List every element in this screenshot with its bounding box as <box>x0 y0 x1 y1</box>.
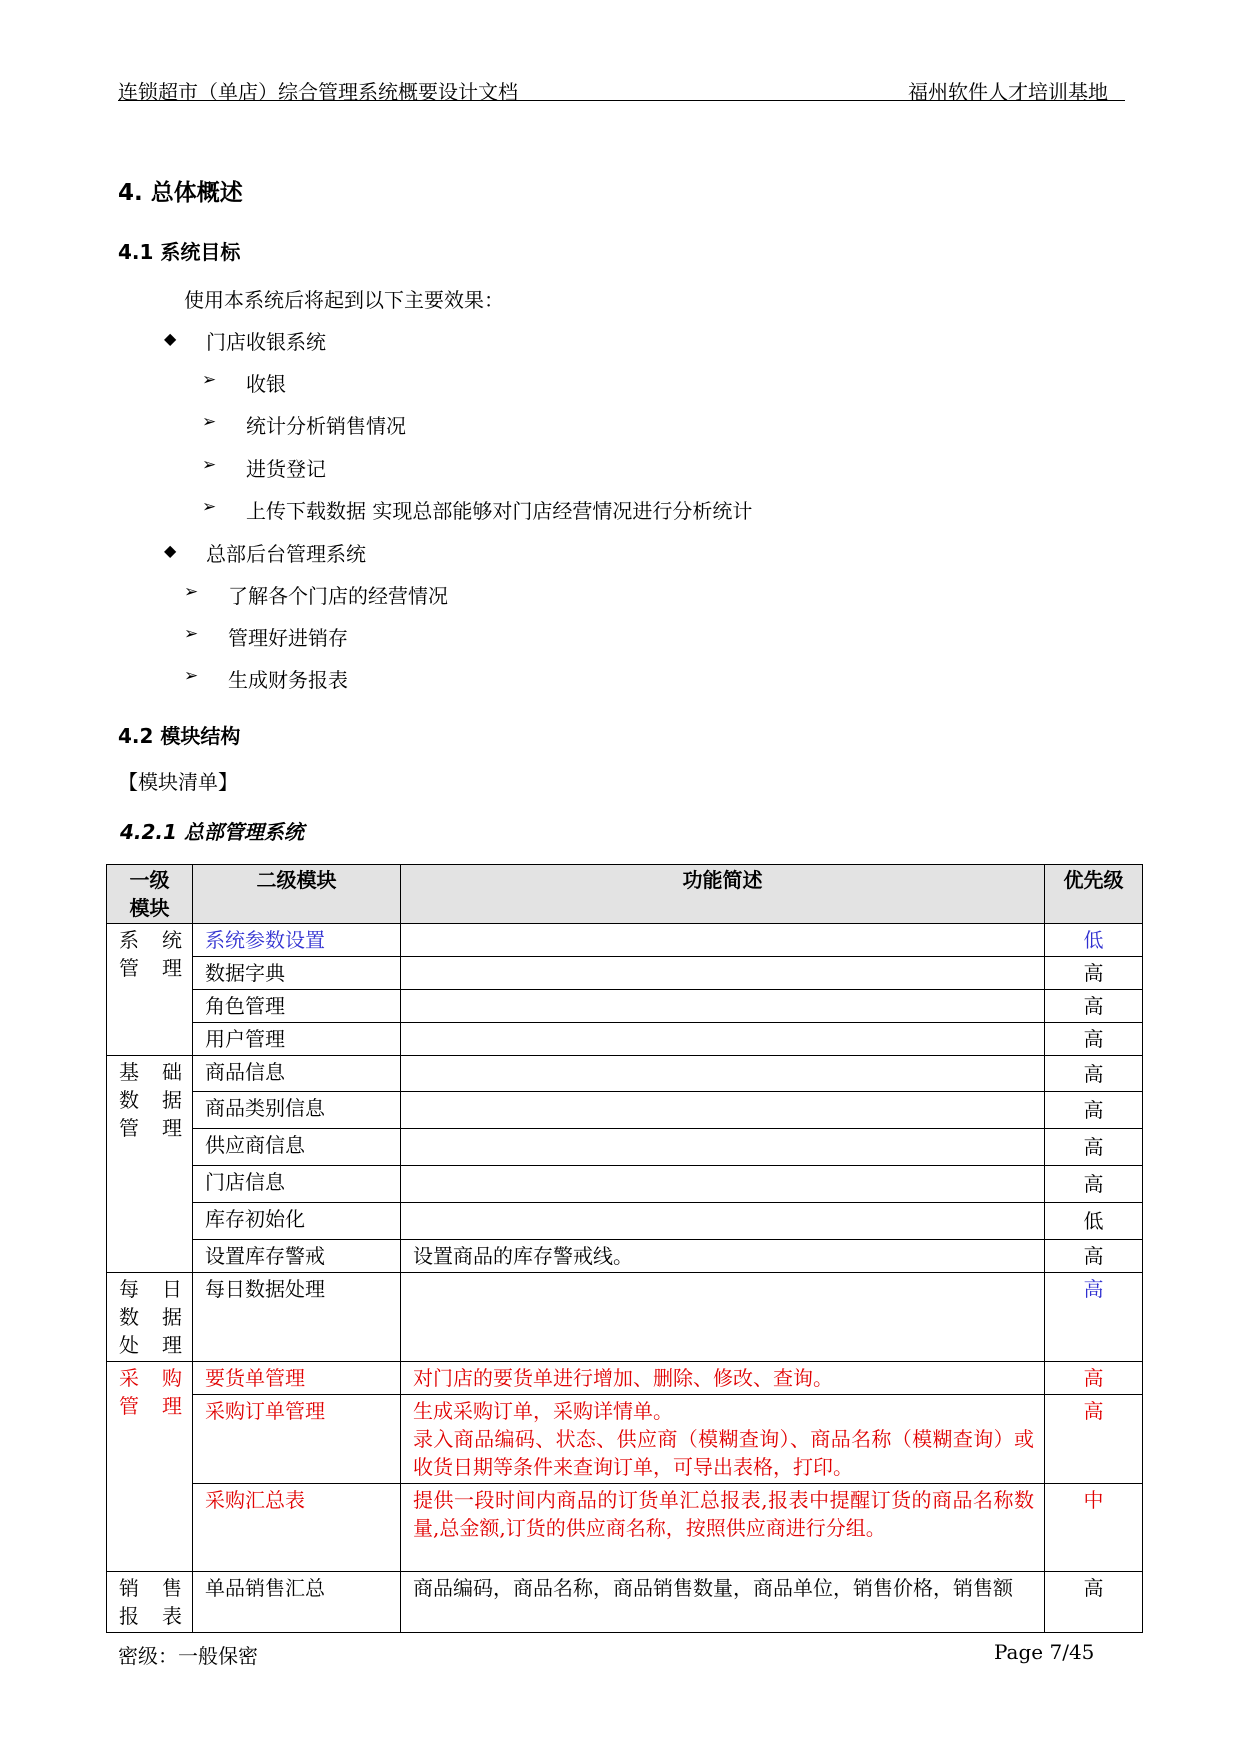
sub-module-cell: 库存初始化 <box>193 1203 401 1240</box>
description-cell <box>401 924 1045 957</box>
header-priority: 优先级 <box>1045 865 1143 924</box>
table-row <box>107 924 1143 957</box>
table-row <box>107 1056 1143 1092</box>
description-cell <box>401 1203 1045 1240</box>
priority-cell: 高 <box>1045 1166 1143 1203</box>
group-cell: 每 日 数 据 处理 <box>107 1273 193 1362</box>
priority-cell: 高 <box>1045 1056 1143 1092</box>
header-level1: 一级 模块 <box>107 865 193 924</box>
group-cell: 销 售 报表 <box>107 1572 193 1633</box>
table-row <box>107 1273 1143 1362</box>
arrow-bullet-icon: ➢ <box>184 624 199 644</box>
priority-cell: 高 <box>1045 1092 1143 1129</box>
sub-module-cell: 系统参数设置 <box>193 924 401 957</box>
header-doc-title: 连锁超市（单店）综合管理系统概要设计文档 <box>118 80 518 104</box>
sub-module-cell: 数据字典 <box>193 957 401 990</box>
group-cell: 系 统 管理 <box>107 924 193 1056</box>
priority-cell: 高 <box>1045 990 1143 1023</box>
description-cell <box>401 1023 1045 1056</box>
header-level2: 二级模块 <box>193 865 401 924</box>
priority-cell: 中 <box>1045 1484 1143 1572</box>
header-divider <box>118 100 1125 101</box>
description-cell: 商品编码，商品名称，商品销售数量，商品单位，销售价格，销售额 <box>401 1572 1045 1633</box>
priority-cell: 高 <box>1045 1273 1143 1362</box>
list-item: 门店收银系统 <box>206 330 326 354</box>
description-cell <box>401 1129 1045 1166</box>
arrow-bullet-icon: ➢ <box>184 666 199 686</box>
arrow-bullet-icon: ➢ <box>202 497 217 517</box>
sub-module-cell: 供应商信息 <box>193 1129 401 1166</box>
intro-text: 使用本系统后将起到以下主要效果： <box>184 288 504 312</box>
sub-module-cell: 商品类别信息 <box>193 1092 401 1129</box>
table-row <box>107 1240 1143 1273</box>
description-cell: 对门店的要货单进行增加、删除、修改、查询。 <box>401 1362 1045 1395</box>
sub-module-cell: 要货单管理 <box>193 1362 401 1395</box>
description-cell: 生成采购订单，采购详情单。 录入商品编码、状态、供应商（模糊查询）、商品名称（模糊查询）或收货日期等条件来查询订单，可导出表格，打印。 <box>401 1395 1045 1484</box>
section-4-1-title: 4.1 系统目标 <box>118 240 241 264</box>
table-row <box>107 1395 1143 1484</box>
section-4-title: 4. 总体概述 <box>118 180 243 206</box>
diamond-bullet-icon: ◆ <box>164 329 177 348</box>
priority-cell: 高 <box>1045 957 1143 990</box>
arrow-bullet-icon: ➢ <box>202 455 217 475</box>
sub-module-cell: 单品销售汇总 <box>193 1572 401 1633</box>
priority-cell: 高 <box>1045 1129 1143 1166</box>
description-cell <box>401 1056 1045 1092</box>
list-item: 上传下载数据 实现总部能够对门店经营情况进行分析统计 <box>246 499 753 523</box>
table-row <box>107 1362 1143 1395</box>
group-cell: 采 购 管 理 <box>107 1362 193 1572</box>
list-item: 生成财务报表 <box>228 668 348 692</box>
table-row <box>107 1129 1143 1166</box>
description-cell <box>401 990 1045 1023</box>
sub-module-cell: 每日数据处理 <box>193 1273 401 1362</box>
table-row <box>107 1023 1143 1056</box>
list-item: 总部后台管理系统 <box>206 542 366 566</box>
diamond-bullet-icon: ◆ <box>164 541 177 560</box>
priority-cell: 高 <box>1045 1572 1143 1633</box>
sub-module-cell: 采购汇总表 <box>193 1484 401 1572</box>
table-row <box>107 1166 1143 1203</box>
table-row <box>107 990 1143 1023</box>
arrow-bullet-icon: ➢ <box>202 370 217 390</box>
sub-module-cell: 门店信息 <box>193 1166 401 1203</box>
description-cell <box>401 1166 1045 1203</box>
description-cell <box>401 1273 1045 1362</box>
table-row <box>107 1092 1143 1129</box>
group-cell: 基 础 数 据 管理 <box>107 1056 193 1273</box>
list-item: 进货登记 <box>246 457 326 481</box>
header-org-name: 福州软件人才培训基地 <box>908 80 1108 104</box>
sub-module-cell: 采购订单管理 <box>193 1395 401 1484</box>
table-row <box>107 1203 1143 1240</box>
list-item: 了解各个门店的经营情况 <box>228 584 448 608</box>
arrow-bullet-icon: ➢ <box>202 412 217 432</box>
table-row <box>107 957 1143 990</box>
table-row <box>107 1484 1143 1572</box>
description-cell: 设置商品的库存警戒线。 <box>401 1240 1045 1273</box>
footer-page-number: Page 7/45 <box>994 1640 1095 1664</box>
section-4-2-1-title: 4.2.1 总部管理系统 <box>120 820 304 844</box>
header-description: 功能简述 <box>401 865 1045 924</box>
module-table <box>106 864 1143 1633</box>
sub-module-cell: 商品信息 <box>193 1056 401 1092</box>
list-item: 管理好进销存 <box>228 626 348 650</box>
description-cell: 提供一段时间内商品的订货单汇总报表,报表中提醒订货的商品名称数量,总金额,订货的供应商名称，按照供应商进行分组。 <box>401 1484 1045 1572</box>
priority-cell: 低 <box>1045 924 1143 957</box>
module-list-label: 【模块清单】 <box>118 770 238 794</box>
priority-cell: 高 <box>1045 1362 1143 1395</box>
list-item: 统计分析销售情况 <box>246 414 406 438</box>
table-row <box>107 1572 1143 1633</box>
description-cell <box>401 957 1045 990</box>
priority-cell: 高 <box>1045 1023 1143 1056</box>
sub-module-cell: 设置库存警戒 <box>193 1240 401 1273</box>
arrow-bullet-icon: ➢ <box>184 582 199 602</box>
table-header-row <box>107 865 1143 924</box>
list-item: 收银 <box>246 372 286 396</box>
sub-module-cell: 用户管理 <box>193 1023 401 1056</box>
priority-cell: 高 <box>1045 1240 1143 1273</box>
description-cell <box>401 1092 1045 1129</box>
sub-module-cell: 角色管理 <box>193 990 401 1023</box>
priority-cell: 高 <box>1045 1395 1143 1484</box>
footer-security-level: 密级：一般保密 <box>118 1644 258 1668</box>
priority-cell: 低 <box>1045 1203 1143 1240</box>
section-4-2-title: 4.2 模块结构 <box>118 724 241 748</box>
